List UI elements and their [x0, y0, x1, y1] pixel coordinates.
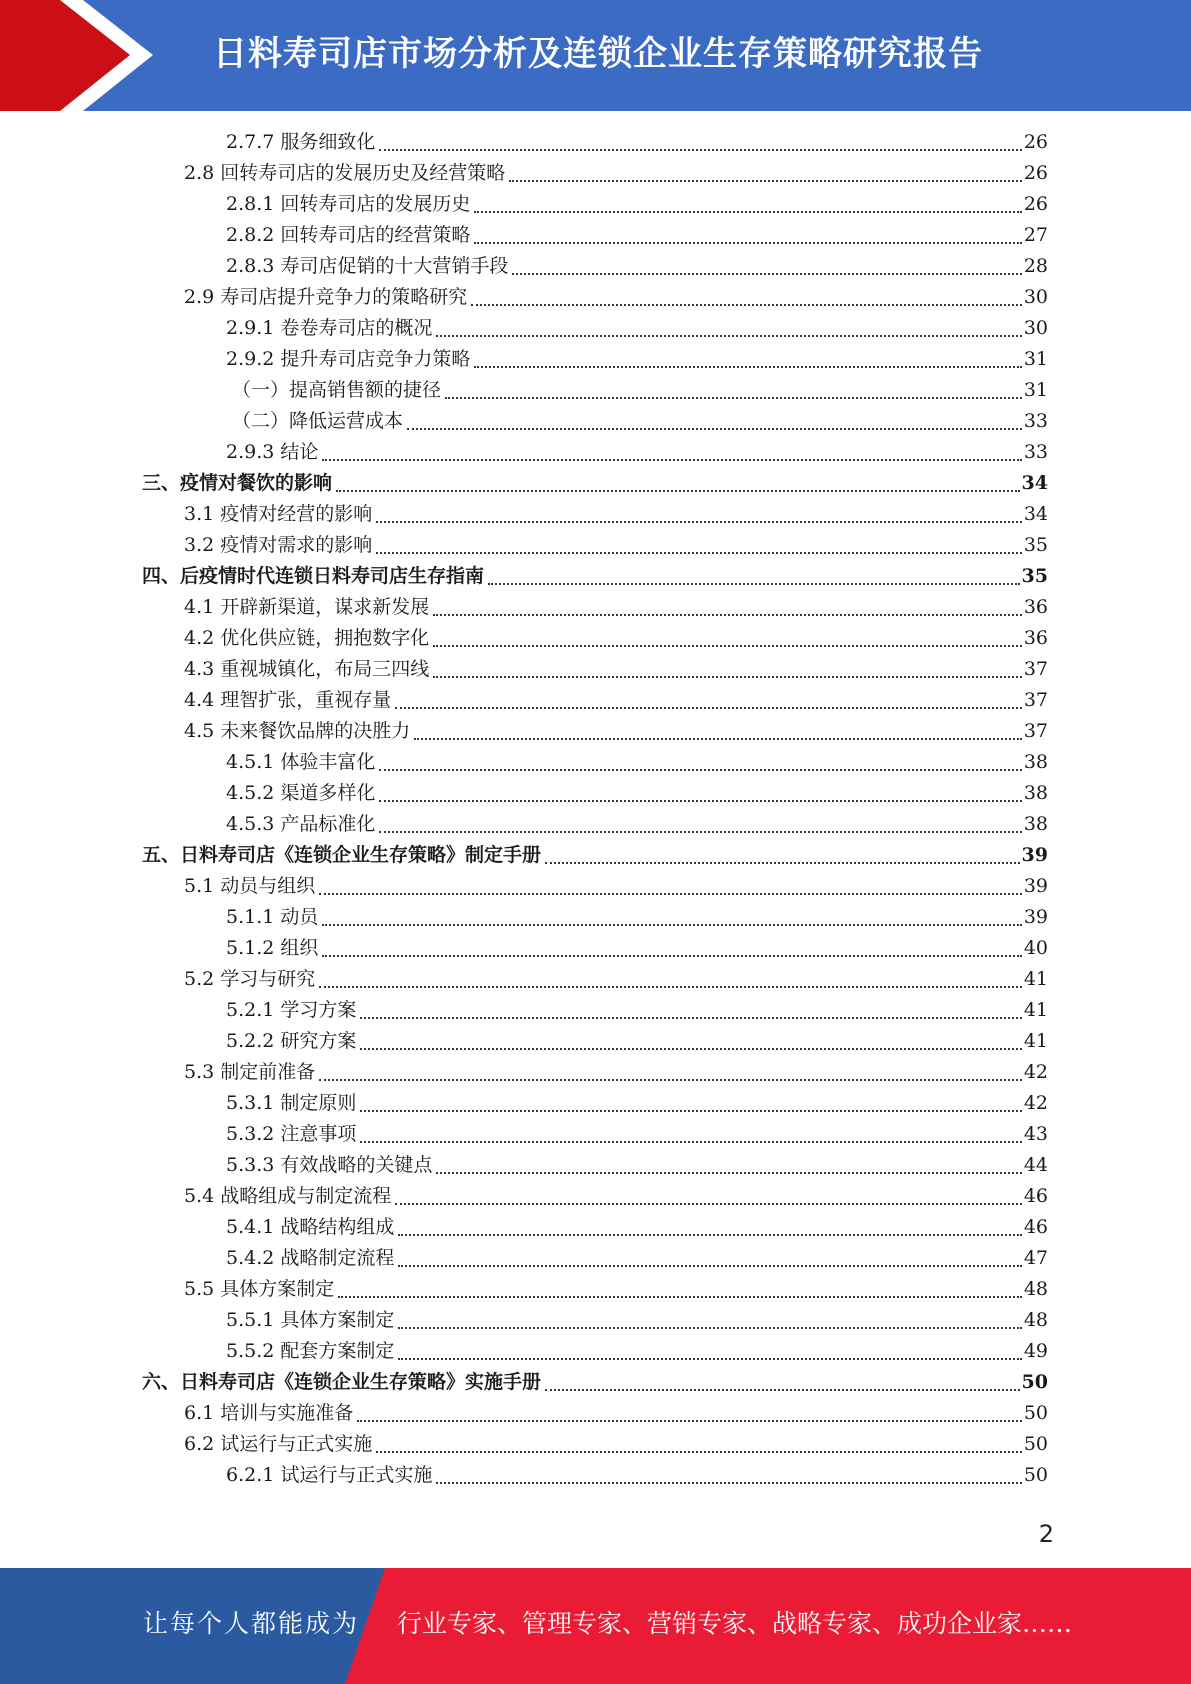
toc-entry-page: 38 [1023, 813, 1048, 835]
toc-entry-label: 4.4 理智扩张，重视存量 [184, 689, 392, 711]
toc-entry-label: 5.3.2 注意事项 [226, 1123, 357, 1145]
toc-entry[interactable] [226, 251, 1048, 282]
toc-entry[interactable] [184, 499, 1048, 530]
toc-entry-page: 34 [1023, 503, 1048, 525]
toc-dot-leader [509, 180, 1022, 182]
toc-entry-page: 37 [1023, 720, 1048, 742]
toc-entry-page: 26 [1023, 131, 1048, 153]
toc-entry-label: 5.5.2 配套方案制定 [226, 1340, 395, 1362]
toc-dot-leader [407, 428, 1022, 430]
toc-entry[interactable] [184, 592, 1048, 623]
toc-entry-label: 5.5 具体方案制定 [184, 1278, 335, 1300]
toc-entry-page: 35 [1023, 534, 1048, 556]
toc-entry-page: 39 [1023, 875, 1048, 897]
report-footer [0, 1568, 1191, 1684]
toc-dot-leader [322, 459, 1021, 461]
toc-entry-page: 49 [1023, 1340, 1048, 1362]
toc-entry[interactable] [226, 344, 1048, 375]
toc-entry[interactable] [226, 995, 1048, 1026]
toc-entry-page: 39 [1021, 844, 1048, 866]
toc-dot-leader [336, 490, 1020, 492]
toc-dot-leader [433, 614, 1022, 616]
toc-entry-label: 4.3 重视城镇化，布局三四线 [184, 658, 430, 680]
toc-dot-leader [436, 1172, 1021, 1174]
toc-entry-page: 50 [1021, 1371, 1048, 1393]
toc-dot-leader [376, 552, 1022, 554]
toc-dot-leader [360, 1110, 1021, 1112]
toc-entry[interactable] [184, 1398, 1048, 1429]
toc-entry-page: 31 [1023, 348, 1048, 370]
report-header [0, 0, 1191, 111]
toc-entry-page: 30 [1023, 286, 1048, 308]
toc-entry-page: 42 [1023, 1061, 1048, 1083]
toc-entry-page: 41 [1023, 999, 1048, 1021]
toc-dot-leader [433, 645, 1022, 647]
toc-entry-label: 4.5.1 体验丰富化 [226, 751, 376, 773]
toc-entry-page: 39 [1023, 906, 1048, 928]
toc-dot-leader [398, 1265, 1021, 1267]
toc-dot-leader [379, 769, 1021, 771]
toc-entry-label: 5.3.3 有效战略的关键点 [226, 1154, 433, 1176]
toc-entry-page: 41 [1023, 968, 1048, 990]
toc-entry-label: 2.9.2 提升寿司店竞争力策略 [226, 348, 471, 370]
toc-entry-label: 5.4 战略组成与制定流程 [184, 1185, 392, 1207]
toc-dot-leader [376, 1451, 1022, 1453]
toc-dot-leader [379, 800, 1021, 802]
toc-dot-leader [360, 1141, 1021, 1143]
toc-entry-label: 5.1 动员与组织 [184, 875, 316, 897]
toc-entry-page: 37 [1023, 658, 1048, 680]
toc-entry-label: 三、疫情对餐饮的影响 [142, 472, 333, 494]
toc-entry[interactable] [226, 902, 1048, 933]
toc-dot-leader [379, 149, 1021, 151]
toc-entry-label: 5.2.2 研究方案 [226, 1030, 357, 1052]
toc-entry-label: 五、日料寿司店《连锁企业生存策略》制定手册 [142, 844, 542, 866]
toc-entry-page: 50 [1023, 1433, 1048, 1455]
toc-entry-label: 2.8 回转寿司店的发展历史及经营策略 [184, 162, 506, 184]
toc-entry[interactable] [226, 809, 1048, 840]
toc-entry[interactable] [226, 778, 1048, 809]
toc-entry[interactable] [226, 1243, 1048, 1274]
toc-dot-leader [319, 986, 1022, 988]
toc-entry-label: 六、日料寿司店《连锁企业生存策略》实施手册 [142, 1371, 542, 1393]
toc-entry-label: 3.1 疫情对经营的影响 [184, 503, 373, 525]
toc-entry-page: 46 [1023, 1185, 1048, 1207]
toc-dot-leader [322, 924, 1021, 926]
footer-slogan: 让每个人都能成为 [143, 1609, 360, 1638]
toc-entry-page: 38 [1023, 751, 1048, 773]
toc-entry-label: 2.9.3 结论 [226, 441, 319, 463]
toc-entry[interactable] [184, 716, 1048, 747]
toc-entry-label: 2.8.2 回转寿司店的经营策略 [226, 224, 471, 246]
toc-entry-page: 48 [1023, 1278, 1048, 1300]
toc-dot-leader [436, 1482, 1021, 1484]
toc-entry-label: 5.4.1 战略结构组成 [226, 1216, 395, 1238]
toc-entry-page: 48 [1023, 1309, 1048, 1331]
toc-entry-label: 4.5.2 渠道多样化 [226, 782, 376, 804]
toc-dot-leader [433, 676, 1022, 678]
toc-entry-page: 47 [1023, 1247, 1048, 1269]
header-arrow-decoration [0, 0, 170, 111]
toc-entry[interactable] [226, 747, 1048, 778]
toc-entry-page: 40 [1023, 937, 1048, 959]
toc-entry-label: 5.3.1 制定原则 [226, 1092, 357, 1114]
toc-entry-page: 36 [1023, 627, 1048, 649]
toc-dot-leader [545, 1389, 1020, 1391]
toc-dot-leader [360, 1017, 1021, 1019]
toc-entry-label: 2.8.1 回转寿司店的发展历史 [226, 193, 471, 215]
toc-entry-page: 50 [1023, 1402, 1048, 1424]
toc-entry[interactable] [142, 1367, 1048, 1398]
toc-entry[interactable] [142, 840, 1048, 871]
toc-entry-label: 6.2.1 试运行与正式实施 [226, 1464, 433, 1486]
toc-entry[interactable] [184, 685, 1048, 716]
toc-entry[interactable] [184, 1429, 1048, 1460]
toc-entry[interactable] [226, 1026, 1048, 1057]
toc-dot-leader [395, 707, 1022, 709]
toc-entry-label: 4.5 未来餐饮品牌的决胜力 [184, 720, 411, 742]
toc-entry-label: 四、后疫情时代连锁日料寿司店生存指南 [142, 565, 485, 587]
toc-entry-label: 4.2 优化供应链，拥抱数字化 [184, 627, 430, 649]
toc-entry[interactable] [226, 1305, 1048, 1336]
toc-entry[interactable] [184, 1274, 1048, 1305]
toc-entry-label: 6.1 培训与实施准备 [184, 1402, 354, 1424]
toc-entry-page: 44 [1023, 1154, 1048, 1176]
toc-dot-leader [376, 521, 1022, 523]
toc-dot-leader [357, 1420, 1022, 1422]
toc-entry-label: （一）提高销售额的捷径 [232, 379, 442, 401]
toc-entry-page: 42 [1023, 1092, 1048, 1114]
toc-entry-page: 26 [1023, 193, 1048, 215]
toc-entry[interactable] [226, 1119, 1048, 1150]
toc-entry[interactable] [226, 437, 1048, 468]
toc-entry-page: 26 [1023, 162, 1048, 184]
toc-entry-page: 38 [1023, 782, 1048, 804]
toc-dot-leader [474, 211, 1021, 213]
toc-entry-label: 2.9 寿司店提升竞争力的策略研究 [184, 286, 468, 308]
toc-entry-label: 4.1 开辟新渠道，谋求新发展 [184, 596, 430, 618]
toc-entry-label: 5.1.2 组织 [226, 937, 319, 959]
toc-entry[interactable] [184, 1181, 1048, 1212]
toc-dot-leader [488, 583, 1020, 585]
toc-entry[interactable] [142, 561, 1048, 592]
toc-dot-leader [471, 304, 1022, 306]
toc-dot-leader [545, 862, 1020, 864]
toc-entry-page: 37 [1023, 689, 1048, 711]
toc-dot-leader [322, 955, 1021, 957]
toc-entry-label: 5.2 学习与研究 [184, 968, 316, 990]
toc-entry-page: 28 [1023, 255, 1048, 277]
toc-entry[interactable] [184, 530, 1048, 561]
footer-expert-list: 行业专家、管理专家、营销专家、战略专家、成功企业家…… [397, 1609, 1073, 1638]
toc-dot-leader [319, 1079, 1022, 1081]
toc-dot-leader [445, 397, 1022, 399]
toc-entry-label: 4.5.3 产品标准化 [226, 813, 376, 835]
toc-entry-label: 2.9.1 卷卷寿司店的概况 [226, 317, 433, 339]
toc-dot-leader [414, 738, 1022, 740]
toc-entry-label: 5.4.2 战略制定流程 [226, 1247, 395, 1269]
toc-dot-leader [474, 366, 1021, 368]
toc-dot-leader [395, 1203, 1022, 1205]
toc-dot-leader [319, 893, 1022, 895]
toc-entry[interactable] [226, 1460, 1048, 1491]
toc-dot-leader [360, 1048, 1021, 1050]
toc-entry-label: 3.2 疫情对需求的影响 [184, 534, 373, 556]
toc-entry-page: 31 [1023, 379, 1048, 401]
toc-entry-page: 34 [1021, 472, 1048, 494]
toc-entry[interactable] [226, 933, 1048, 964]
toc-entry[interactable] [232, 406, 1048, 437]
toc-entry-page: 36 [1023, 596, 1048, 618]
toc-entry[interactable] [184, 282, 1048, 313]
toc-entry-page: 35 [1021, 565, 1048, 587]
page-number: 2 [1038, 1520, 1054, 1548]
toc-dot-leader [398, 1358, 1021, 1360]
toc-entry[interactable] [226, 313, 1048, 344]
toc-entry[interactable] [232, 375, 1048, 406]
toc-dot-leader [338, 1296, 1022, 1298]
toc-dot-leader [398, 1327, 1021, 1329]
toc-entry-page: 41 [1023, 1030, 1048, 1052]
toc-dot-leader [436, 335, 1021, 337]
toc-entry-page: 27 [1023, 224, 1048, 246]
toc-entry-page: 30 [1023, 317, 1048, 339]
toc-entry-label: 5.1.1 动员 [226, 906, 319, 928]
toc-entry[interactable] [184, 654, 1048, 685]
toc-dot-leader [474, 242, 1021, 244]
toc-entry-label: 6.2 试运行与正式实施 [184, 1433, 373, 1455]
toc-entry-page: 46 [1023, 1216, 1048, 1238]
toc-dot-leader [512, 273, 1021, 275]
toc-entry[interactable] [226, 1088, 1048, 1119]
toc-entry-page: 50 [1023, 1464, 1048, 1486]
toc-entry[interactable] [184, 871, 1048, 902]
toc-entry-label: 2.7.7 服务细致化 [226, 131, 376, 153]
toc-entry-label: （二）降低运营成本 [232, 410, 404, 432]
toc-entry[interactable] [226, 127, 1048, 158]
toc-entry-label: 5.5.1 具体方案制定 [226, 1309, 395, 1331]
toc-entry[interactable] [184, 158, 1048, 189]
toc-dot-leader [398, 1234, 1021, 1236]
toc-entry[interactable] [226, 1212, 1048, 1243]
toc-dot-leader [379, 831, 1021, 833]
toc-entry[interactable] [184, 1057, 1048, 1088]
toc-entry[interactable] [142, 468, 1048, 499]
report-title: 日料寿司店市场分析及连锁企业生存策略研究报告 [213, 34, 983, 74]
toc-entry[interactable] [184, 964, 1048, 995]
toc-entry[interactable] [184, 623, 1048, 654]
toc-entry[interactable] [226, 189, 1048, 220]
toc-entry-page: 33 [1023, 410, 1048, 432]
toc-entry-label: 5.2.1 学习方案 [226, 999, 357, 1021]
toc-entry[interactable] [226, 220, 1048, 251]
toc-entry[interactable] [226, 1336, 1048, 1367]
toc-entry[interactable] [226, 1150, 1048, 1181]
toc-entry-label: 5.3 制定前准备 [184, 1061, 316, 1083]
toc-entry-page: 33 [1023, 441, 1048, 463]
toc-entry-label: 2.8.3 寿司店促销的十大营销手段 [226, 255, 509, 277]
toc-entry-page: 43 [1023, 1123, 1048, 1145]
